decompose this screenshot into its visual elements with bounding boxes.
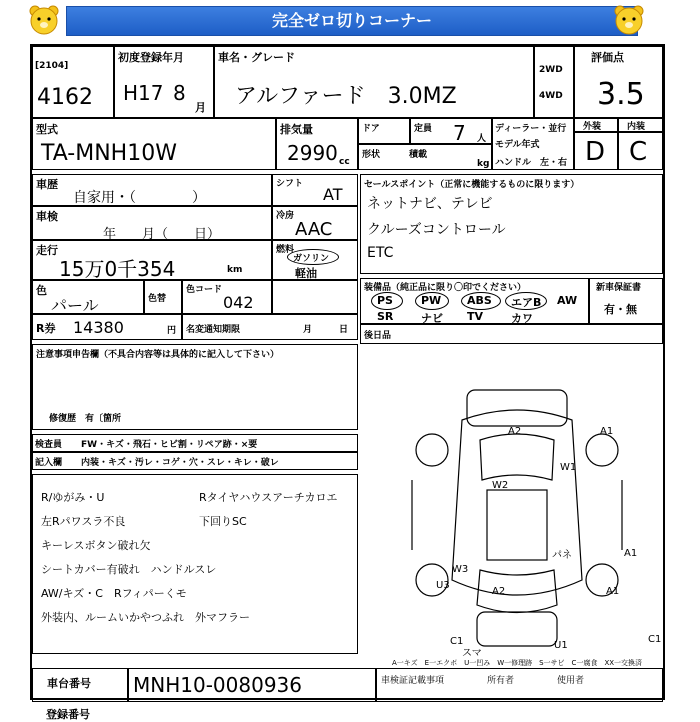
lot-cell (32, 46, 114, 118)
int-grade: C (629, 137, 648, 167)
first-registration-cell (114, 46, 214, 118)
diagram-mark: U1 (554, 640, 568, 651)
color-change-cell: 色替 (144, 280, 182, 314)
diagram-mark: W3 (452, 564, 469, 575)
chassis-value-cell (128, 668, 376, 702)
wheel-front-left (416, 434, 448, 466)
drive-cell (534, 46, 574, 118)
diagram-mark: W2 (492, 480, 509, 491)
equip-sr: SR (377, 310, 394, 323)
first-reg-month: 8 (173, 81, 186, 105)
diagram-legend: A一キズ E一エクボ U一凹み W一修理跡 S一サビ C一腐食 XX一交換済 (392, 659, 643, 667)
handle-label: ハンドル 左・右 (495, 158, 568, 168)
remark-line: R/ゆがみ・U (41, 491, 105, 504)
model-value: TA-MNH10W (41, 141, 177, 166)
seats-value: 7 (453, 121, 466, 145)
dealer-label: ディーラー・並行 (495, 124, 567, 134)
car-name-cell (214, 46, 534, 118)
warranty-cell: 新車保証書 有・無 (589, 278, 663, 324)
fuel-cell: 燃料 ガソリン 軽油 (272, 240, 358, 280)
mileage-cell: 走行 15万0千354 km (32, 240, 272, 280)
inspection-value: 年 月（ 日） (103, 227, 221, 242)
banner-title: 完全ゼロ切りコーナー (66, 6, 638, 36)
displacement-unit: cc (339, 157, 350, 167)
displacement-label: 排気量 (280, 123, 313, 136)
load-label: 積載 (409, 150, 428, 160)
record-row: 記入欄 内装・キズ・汚レ・コゲ・穴・スレ・キレ・破レ (32, 452, 358, 470)
ext-grade-cell (574, 132, 618, 170)
history-cell: 車歴 自家用・（ ） (32, 174, 272, 206)
remark-line: シートカバー有破れ ハンドルスレ (41, 563, 217, 576)
diagram-mark: A2 (492, 586, 506, 597)
fuel-diesel: 軽油 (295, 267, 317, 280)
bear-mascot-icon (612, 4, 646, 36)
warranty-value: 有・無 (604, 303, 637, 316)
doors-cell (358, 118, 410, 144)
color-cell: 色 パール (32, 280, 144, 314)
recycle-cell: R券 14380 円 (32, 314, 182, 340)
remark-line: キーレスボタン破れ欠 (41, 539, 151, 552)
score-value: 3.5 (597, 77, 645, 112)
diagram-mark: C1 (450, 636, 464, 647)
seats-cell (410, 118, 492, 144)
shift-value: AT (323, 185, 343, 204)
header-area (0, 0, 700, 40)
equip-pw: PW (421, 294, 442, 307)
equip-circle-mark (505, 292, 547, 310)
equip-aw: AW (557, 294, 578, 307)
seats-label: 定員 (414, 124, 433, 134)
aircon-cell: 冷房 AAC (272, 206, 358, 240)
name-change-cell: 名変通知期限 月 日 (182, 314, 358, 340)
equipment-cell: 装備品（純正品に限り〇印でください） PS PW ABS エアB AW SR ナビ TV カワ (360, 278, 589, 324)
bear-mascot-icon (27, 4, 61, 36)
first-reg-month-suffix: 月 (195, 101, 206, 114)
load-kg: kg (477, 159, 490, 169)
inspection-cell: 車検 年 月（ 日） (32, 206, 272, 240)
equip-airbag: エアB (511, 296, 542, 309)
seats-unit: 人 (477, 134, 487, 144)
recycle-value: 14380 (73, 318, 124, 337)
diagram-mark: U3 (436, 580, 450, 591)
doors-label: ドア (362, 124, 380, 134)
ext-grade: D (585, 137, 606, 167)
score-cell (574, 46, 663, 118)
drive-2wd: 2WD (539, 65, 563, 75)
inspector-row: 検査員 FW・キズ・飛石・ヒビ割・リペア跡・×要 (32, 434, 358, 452)
equip-navi: ナビ (421, 312, 443, 325)
sales-point-line-3: ETC (367, 245, 394, 261)
shape-label: 形状 (362, 150, 381, 160)
diagram-mark: A2 (508, 426, 522, 437)
drive-4wd: 4WD (539, 91, 563, 101)
footer-info-cell: 車検証記載事項 所有者 使用者 (376, 668, 663, 702)
chassis-label-cell: 車台番号 (32, 668, 128, 702)
model-label: 型式 (36, 123, 58, 136)
car-body-outline (452, 410, 582, 595)
blank-cell (272, 280, 358, 314)
diagram-mark: A1 (624, 548, 638, 559)
int-label-cell: 内装 (618, 118, 663, 132)
shape-cell (358, 144, 492, 170)
repair-history: 修復歴 有〔箇所 (49, 414, 122, 424)
dealer-cell (492, 118, 574, 170)
car-roof (487, 490, 547, 560)
diagram-mark: W1 (560, 462, 577, 473)
displacement-cell (276, 118, 358, 170)
equip-tv: TV (467, 310, 484, 323)
notes-cell: 注意事項申告欄（不具合内容等は具体的に記入して下さい） 修復歴 有〔箇所 (32, 344, 358, 430)
wheel-front-right (586, 434, 618, 466)
inspector-line-1: FW・キズ・飛石・ヒビ割・リペア跡・×要 (81, 440, 258, 450)
fuel-gas: ガソリン (293, 254, 330, 264)
remark-line: 下回りSC (199, 515, 247, 528)
color-code-value: 042 (223, 293, 254, 312)
color-value: パール (51, 296, 99, 315)
car-rear-window (477, 570, 557, 613)
aftermarket-cell: 後日品 (360, 324, 663, 344)
equip-abs: ABS (467, 294, 492, 307)
chassis-value: MNH10-0080936 (133, 673, 302, 697)
equip-leather: カワ (511, 312, 533, 325)
reg-no-label: 登録番号 (46, 708, 90, 721)
remark-line: 左Rパワスラ不良 (41, 515, 126, 528)
remark-line: 外装内、ルームいかやつふれ 外マフラー (41, 611, 250, 624)
car-bumper-rear (477, 612, 557, 646)
remark-line: AW/キズ・C Rフィパーくモ (41, 587, 187, 600)
fuel-circle-mark (287, 249, 339, 265)
history-value: 自家用・（ ） (73, 190, 206, 206)
equip-circle-mark (371, 292, 403, 310)
diagram-mark: スマ (462, 648, 482, 656)
car-name-label: 車名・グレード (218, 51, 295, 64)
sheet-code: [2104] (35, 61, 69, 71)
car-name-value: アルファード 3.0MZ (235, 84, 457, 109)
car-bumper-front (467, 390, 567, 426)
score-label: 評価点 (591, 51, 624, 64)
auction-sheet (30, 44, 665, 721)
model-year-label: モデル年式 (495, 140, 540, 150)
car-windshield (480, 434, 554, 480)
inspector-line-2: 内装・キズ・汚レ・コゲ・穴・スレ・キレ・破レ (81, 458, 279, 468)
first-reg-label: 初度登録年月 (118, 51, 184, 64)
shift-cell: シフト AT (272, 174, 358, 206)
sales-point-line-1: ネットナビ、テレビ (367, 196, 493, 212)
equip-circle-mark (415, 292, 449, 310)
diagram-mark: A1 (606, 586, 620, 597)
equip-ps: PS (377, 294, 393, 307)
diagram-mark: C1 (648, 634, 662, 645)
first-reg-year: H17 (123, 81, 164, 105)
model-cell (32, 118, 276, 170)
lot-number: 4162 (37, 85, 93, 110)
displacement-value: 2990 (287, 141, 338, 165)
remarks-area (32, 474, 358, 654)
int-grade-cell (618, 132, 663, 170)
remark-line: Rタイヤハウスアーチカロエ (199, 491, 338, 504)
mileage-value: 15万0千354 (59, 257, 176, 281)
color-code-cell: 色コード 042 (182, 280, 272, 314)
sales-point-cell: セールスポイント（正常に機能するものに限ります） ネットナビ、テレビ クルーズコントロール ETC (360, 174, 663, 274)
diagram-mark: A1 (600, 426, 614, 437)
sales-point-line-2: クルーズコントロール (367, 222, 506, 238)
car-damage-diagram (392, 380, 662, 656)
aircon-value: AAC (295, 219, 333, 240)
ext-label-cell: 外装 (574, 118, 618, 132)
equip-circle-mark (461, 292, 501, 310)
diagram-mark: パネ (552, 550, 572, 561)
